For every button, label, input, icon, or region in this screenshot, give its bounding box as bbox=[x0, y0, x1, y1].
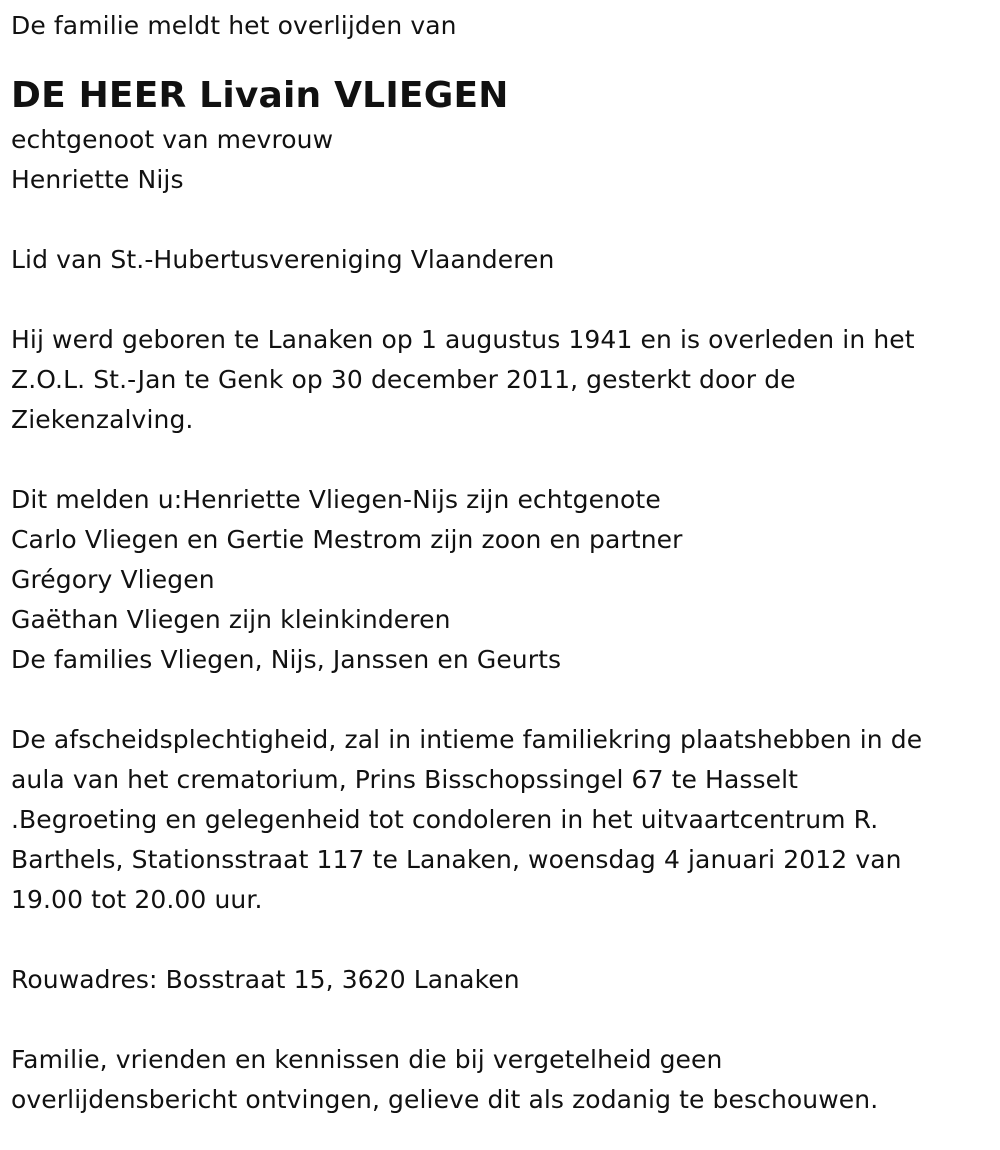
paragraph-line: Familie, vrienden en kennissen die bij vergetelheid geen bbox=[11, 1045, 723, 1074]
spouse-line: echtgenoot van mevrouw bbox=[11, 125, 334, 154]
paragraph-line: .Begroeting en gelegenheid tot condoleren in het uitvaartcentrum R. bbox=[11, 805, 879, 834]
mourning-address: Rouwadres: Bosstraat 15, 3620 Lanaken bbox=[11, 965, 520, 994]
ceremony-paragraph bbox=[11, 720, 986, 920]
paragraph-line: aula van het crematorium, Prins Bisschopssingel 67 te Hasselt bbox=[11, 765, 799, 794]
intro-text: De familie meldt het overlijden van bbox=[11, 11, 457, 40]
paragraph-line: Barthels, Stationsstraat 117 te Lanaken, woensdag 4 januari 2012 van bbox=[11, 845, 902, 874]
deceased-name: DE HEER Livain VLIEGEN bbox=[11, 75, 509, 116]
paragraph-line: overlijdensbericht ontvingen, gelieve dit als zodanig te beschouwen. bbox=[11, 1085, 879, 1114]
spouse-name: Henriette Nijs bbox=[11, 165, 184, 194]
announcer-line: De families Vliegen, Nijs, Janssen en Geurts bbox=[11, 645, 562, 674]
announcers-list bbox=[11, 480, 986, 680]
paragraph-line: Z.O.L. St.-Jan te Genk op 30 december 2011, gesterkt door de bbox=[11, 365, 796, 394]
announcer-line: Dit melden u:Henriette Vliegen-Nijs zijn echtgenote bbox=[11, 485, 661, 514]
spouse-block bbox=[11, 120, 986, 200]
announcer-line: Gaëthan Vliegen zijn kleinkinderen bbox=[11, 605, 451, 634]
paragraph-line: Ziekenzalving. bbox=[11, 405, 194, 434]
announcer-line: Grégory Vliegen bbox=[11, 565, 215, 594]
paragraph-line: 19.00 tot 20.00 uur. bbox=[11, 885, 263, 914]
announcer-line: Carlo Vliegen en Gertie Mestrom zijn zoon en partner bbox=[11, 525, 683, 554]
death-notice bbox=[11, 6, 986, 1120]
birth-death-paragraph bbox=[11, 320, 986, 440]
closing-paragraph bbox=[11, 1040, 986, 1120]
paragraph-line: De afscheidsplechtigheid, zal in intieme familiekring plaatshebben in de bbox=[11, 725, 923, 754]
membership-text: Lid van St.-Hubertusvereniging Vlaanderen bbox=[11, 245, 555, 274]
paragraph-line: Hij werd geboren te Lanaken op 1 augustus 1941 en is overleden in het bbox=[11, 325, 915, 354]
